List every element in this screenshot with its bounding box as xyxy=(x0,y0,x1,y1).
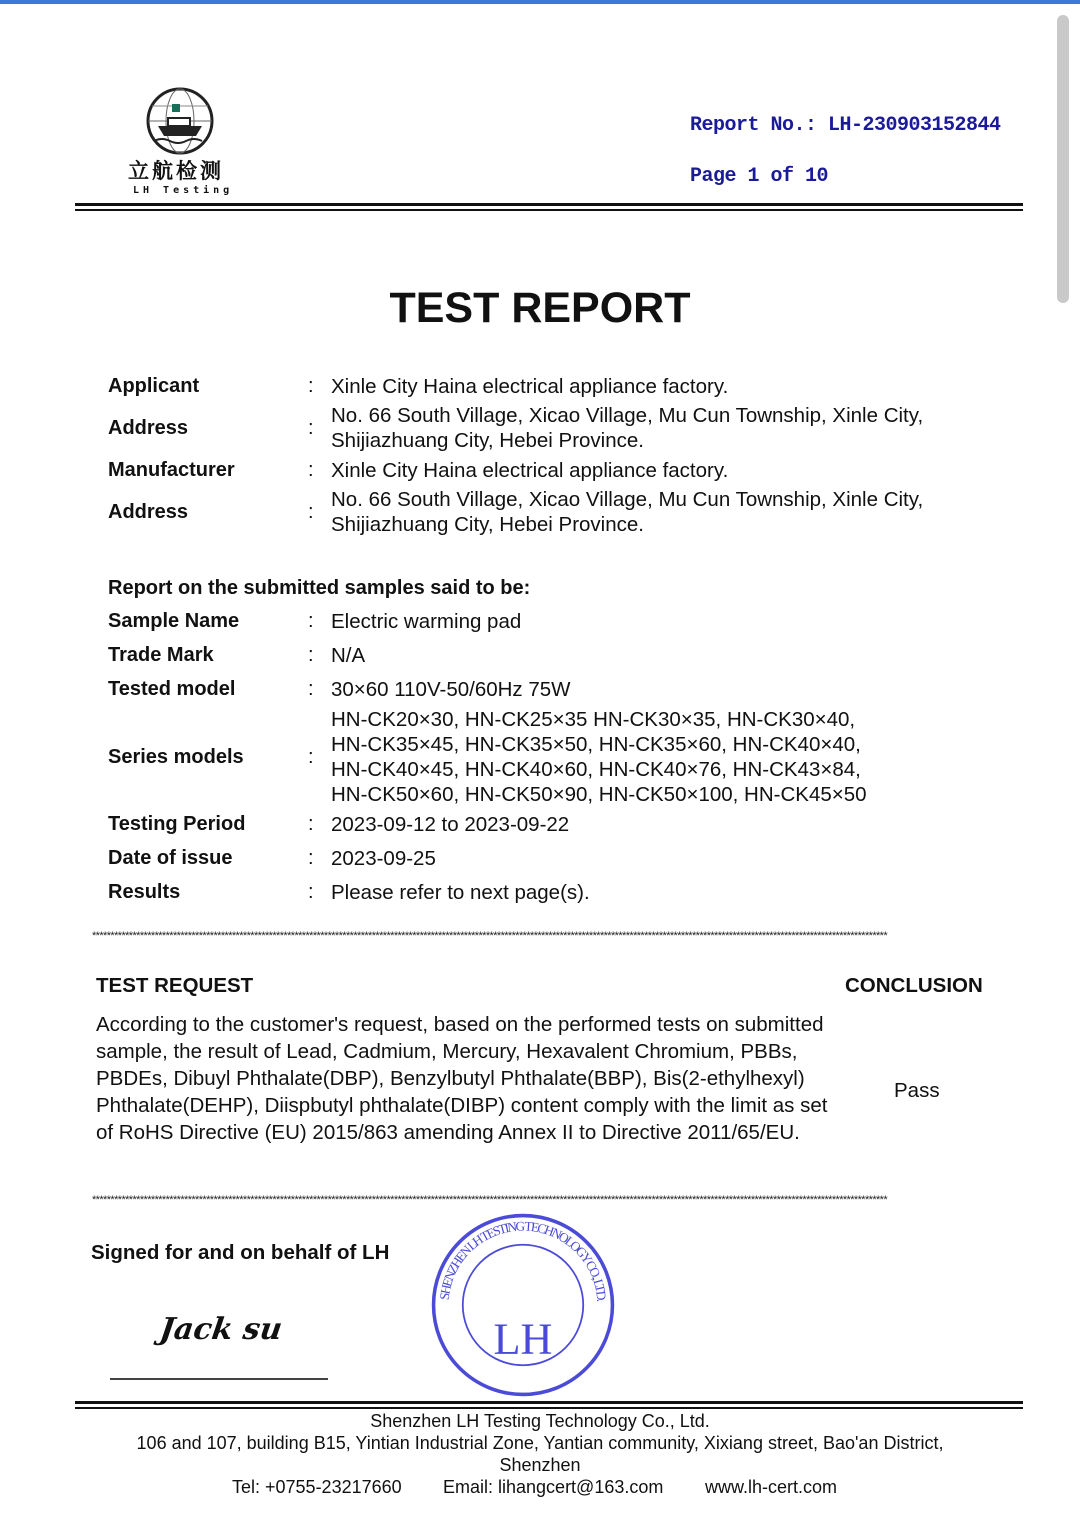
field-label: Trade Mark xyxy=(108,644,214,666)
signature: Jack su xyxy=(157,1312,285,1347)
field-value: Please refer to next page(s). xyxy=(331,880,590,904)
field-colon: : xyxy=(308,610,314,632)
footer-company: Shenzhen LH Testing Technology Co., Ltd. xyxy=(370,1411,710,1431)
page-title: TEST REPORT xyxy=(389,284,691,332)
field-label: Address xyxy=(108,417,189,439)
logo-cn-text: 立航检测 xyxy=(128,160,224,183)
test-request-text: According to the customer's request, based on the performed tests on submitted sample, the result of Lead, Cadmium, Mercury, Hexavalent Chromium, PBBs, PBDEs, Dibuyl Phthalate(DBP), Benzylbutyl Phthalate(BBP), Bis(2-ethylhexyl) Phthalate(DEHP), Diispbutyl phthalate(DIBP) content comply with the limit as set of RoHS Directive (EU) 2015/863 amending Annex II to Directive 2011/65/EU. xyxy=(96,1013,828,1144)
field-label: Tested model xyxy=(108,678,236,700)
field-value: N/A xyxy=(331,643,366,667)
page-number: Page 1 of 10 xyxy=(690,165,829,188)
field-value: 2023-09-12 to 2023-09-22 xyxy=(331,812,570,836)
signed-label: Signed for and on behalf of LH xyxy=(91,1241,390,1264)
field-value: Xinle City Haina electrical appliance factory. xyxy=(331,458,729,482)
svg-text:SHENZHEN LH TESTING TECHNOLOGY: SHENZHEN LH TESTING TECHNOLOGY CO., LTD. xyxy=(436,1218,610,1303)
signature-line xyxy=(110,1378,328,1380)
field-value: Xinle City Haina electrical appliance factory. xyxy=(331,374,729,398)
report-number: Report No.: LH-230903152844 xyxy=(690,114,1001,137)
field-value: HN-CK50×60, HN-CK50×90, HN-CK50×100, HN-CK45×50 xyxy=(331,783,867,807)
field-value: No. 66 South Village, Xicao Village, Mu Cun Township, Xinle City, xyxy=(331,487,924,511)
conclusion-value: Pass xyxy=(894,1079,940,1102)
field-colon: : xyxy=(308,459,314,481)
top-bar xyxy=(0,0,1080,4)
field-label: Sample Name xyxy=(108,610,240,632)
field-label: Results xyxy=(108,881,181,903)
field-value: HN-CK40×45, HN-CK40×60, HN-CK40×76, HN-CK43×84, xyxy=(331,758,861,782)
lh-logo xyxy=(140,86,220,163)
field-value: Shijiazhuang City, Hebei Province. xyxy=(331,429,644,453)
test-request-heading: TEST REQUEST xyxy=(96,974,254,997)
field-value: HN-CK35×45, HN-CK35×50, HN-CK35×60, HN-CK40×40, xyxy=(331,732,861,756)
field-label: Manufacturer xyxy=(108,459,235,481)
scrollbar[interactable] xyxy=(1057,15,1069,303)
header-divider xyxy=(75,203,1023,211)
field-label: Applicant xyxy=(108,375,200,397)
field-label: Testing Period xyxy=(108,813,246,835)
field-colon: : xyxy=(308,375,314,397)
field-value: 30×60 110V-50/60Hz 75W xyxy=(331,677,571,701)
divider-stars: ************************************************************************************************************************************************************************************************************************ xyxy=(92,930,888,942)
field-colon: : xyxy=(308,501,314,523)
field-colon: : xyxy=(308,644,314,666)
field-label: Series models xyxy=(108,746,244,768)
footer-divider xyxy=(75,1401,1023,1409)
globe-ship-icon xyxy=(140,86,220,158)
field-value: No. 66 South Village, Xicao Village, Mu Cun Township, Xinle City, xyxy=(331,403,924,427)
field-value: 2023-09-25 xyxy=(331,846,436,870)
footer-website[interactable]: www.lh-cert.com xyxy=(705,1477,838,1497)
field-colon: : xyxy=(308,678,314,700)
logo-en-text: LH Testing xyxy=(133,185,234,196)
svg-text:LH: LH xyxy=(493,1314,553,1364)
field-value: Electric warming pad xyxy=(331,609,522,633)
field-value: Shijiazhuang City, Hebei Province. xyxy=(331,513,644,537)
field-colon: : xyxy=(308,417,314,439)
field-colon: : xyxy=(308,746,314,768)
field-colon: : xyxy=(308,813,314,835)
divider-stars: ************************************************************************************************************************************************************************************************************************ xyxy=(92,1194,888,1206)
field-colon: : xyxy=(308,881,314,903)
samples-heading: Report on the submitted samples said to be: xyxy=(108,577,531,599)
conclusion-heading: CONCLUSION xyxy=(845,974,983,997)
footer-email[interactable]: Email: lihangcert@163.com xyxy=(443,1477,664,1497)
field-value: HN-CK20×30, HN-CK25×35 HN-CK30×35, HN-CK30×40, xyxy=(331,707,856,731)
footer-city: Shenzhen xyxy=(499,1455,581,1475)
field-colon: : xyxy=(308,847,314,869)
field-label: Date of issue xyxy=(108,847,233,869)
field-label: Address xyxy=(108,501,189,523)
footer-tel: Tel: +0755-23217660 xyxy=(232,1477,402,1497)
footer-address: 106 and 107, building B15, Yintian Industrial Zone, Yantian community, Xixiang street, Bao'an District, xyxy=(136,1433,944,1453)
company-stamp xyxy=(430,1212,616,1403)
